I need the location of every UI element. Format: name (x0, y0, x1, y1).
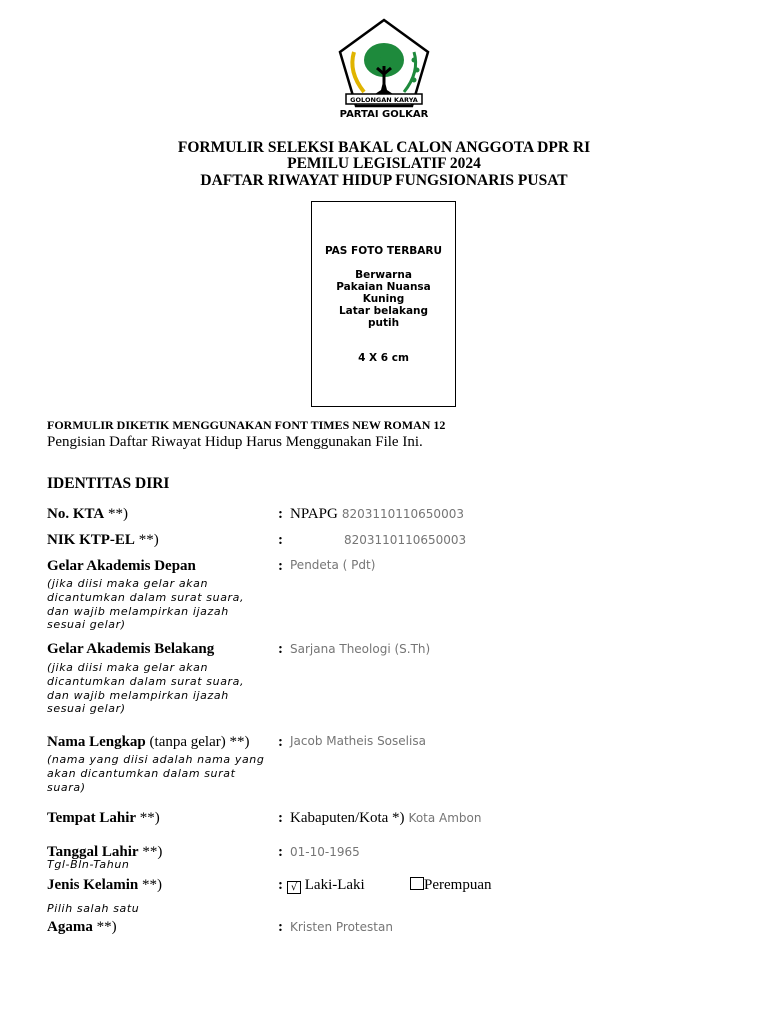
gelar-depan-value[interactable]: Pendeta ( Pdt) (290, 558, 376, 572)
gelar-depan-colon: : (278, 558, 283, 574)
kta-colon: : (278, 506, 283, 522)
photo-placeholder[interactable] (311, 201, 456, 407)
checkbox-perempuan[interactable] (410, 877, 424, 890)
option-laki-laki-label: Laki-Laki (304, 877, 365, 893)
font-note: FORMULIR DIKETIK MENGGUNAKAN FONT TIMES NEW ROMAN 12 (47, 418, 446, 432)
tempat-lahir-value: Kota Ambon (408, 811, 482, 825)
nama-colon: : (278, 734, 283, 750)
checkbox-laki-laki-checked[interactable]: √ (287, 881, 301, 894)
gelar-depan-hint: (jika diisi maka gelar akan dicantumkan dalam surat suara, dan wajib melampirkan ijazah sesuai gelar) (47, 577, 245, 632)
option-laki-laki[interactable] (287, 876, 365, 894)
photo-size: 4 X 6 cm (358, 352, 409, 364)
file-note: Pengisian Daftar Riwayat Hidup Harus Menggunakan File Ini. (47, 434, 423, 450)
form-title-line2: PEMILU LEGISLATIF 2024 (287, 155, 481, 172)
tanggal-lahir-hint: Tgl-Bln-Tahun (47, 858, 130, 871)
agama-colon: : (278, 919, 283, 935)
tempat-lahir-field[interactable]: Kabaputen/Kota *) Kota Ambon (290, 810, 482, 826)
photo-requirements: Berwarna Pakaian Nuansa Kuning Latar belakang putih (336, 269, 431, 329)
logo-party-text: PARTAI GOLKAR (339, 109, 429, 120)
nama-hint: (nama yang diisi adalah nama yang akan dicantumkan dalam surat suara) (47, 753, 265, 794)
nama-label: Nama Lengkap (tanpa gelar) **) (47, 734, 250, 750)
form-title-line1: FORMULIR SELEKSI BAKAL CALON ANGGOTA DPR RI (177, 139, 591, 156)
golkar-logo (334, 16, 434, 120)
tanggal-lahir-colon: : (278, 844, 283, 860)
agama-value[interactable]: Kristen Protestan (290, 920, 393, 934)
kta-label: No. KTA **) (47, 506, 128, 522)
tempat-lahir-label: Tempat Lahir **) (47, 810, 160, 826)
nik-value[interactable]: 8203110110650003 (344, 533, 467, 547)
tanggal-lahir-label: Tanggal Lahir **) (47, 844, 163, 860)
jenis-kelamin-hint: Pilih salah satu (47, 902, 140, 915)
logo-ribbon-text: GOLONGAN KARYA (350, 96, 418, 104)
nik-label: NIK KTP-EL **) (47, 532, 159, 548)
gelar-belakang-hint: (jika diisi maka gelar akan dicantumkan dalam surat suara, dan wajib melampirkan ijazah sesuai gelar) (47, 661, 245, 716)
kta-field[interactable]: NPAPG 8203110110650003 (290, 506, 464, 522)
option-perempuan[interactable] (410, 876, 491, 894)
kta-value: 8203110110650003 (341, 507, 464, 521)
option-perempuan-label: Perempuan (424, 877, 492, 893)
tempat-lahir-colon: : (278, 810, 283, 826)
gelar-belakang-value[interactable]: Sarjana Theologi (S.Th) (290, 642, 431, 656)
agama-label: Agama **) (47, 919, 117, 935)
section-title: IDENTITAS DIRI (47, 475, 170, 492)
jenis-kelamin-label: Jenis Kelamin **) (47, 877, 163, 893)
tanggal-lahir-value[interactable]: 01-10-1965 (290, 845, 360, 859)
nik-colon: : (278, 532, 283, 548)
gelar-depan-label: Gelar Akademis Depan (47, 558, 196, 574)
gelar-belakang-label: Gelar Akademis Belakang (47, 641, 215, 657)
photo-title: PAS FOTO TERBARU (324, 245, 443, 257)
form-title-line3: DAFTAR RIWAYAT HIDUP FUNGSIONARIS PUSAT (200, 172, 568, 189)
jenis-kelamin-colon: : (278, 877, 283, 893)
gelar-belakang-colon: : (278, 641, 283, 657)
nama-value[interactable]: Jacob Matheis Soselisa (290, 734, 426, 748)
